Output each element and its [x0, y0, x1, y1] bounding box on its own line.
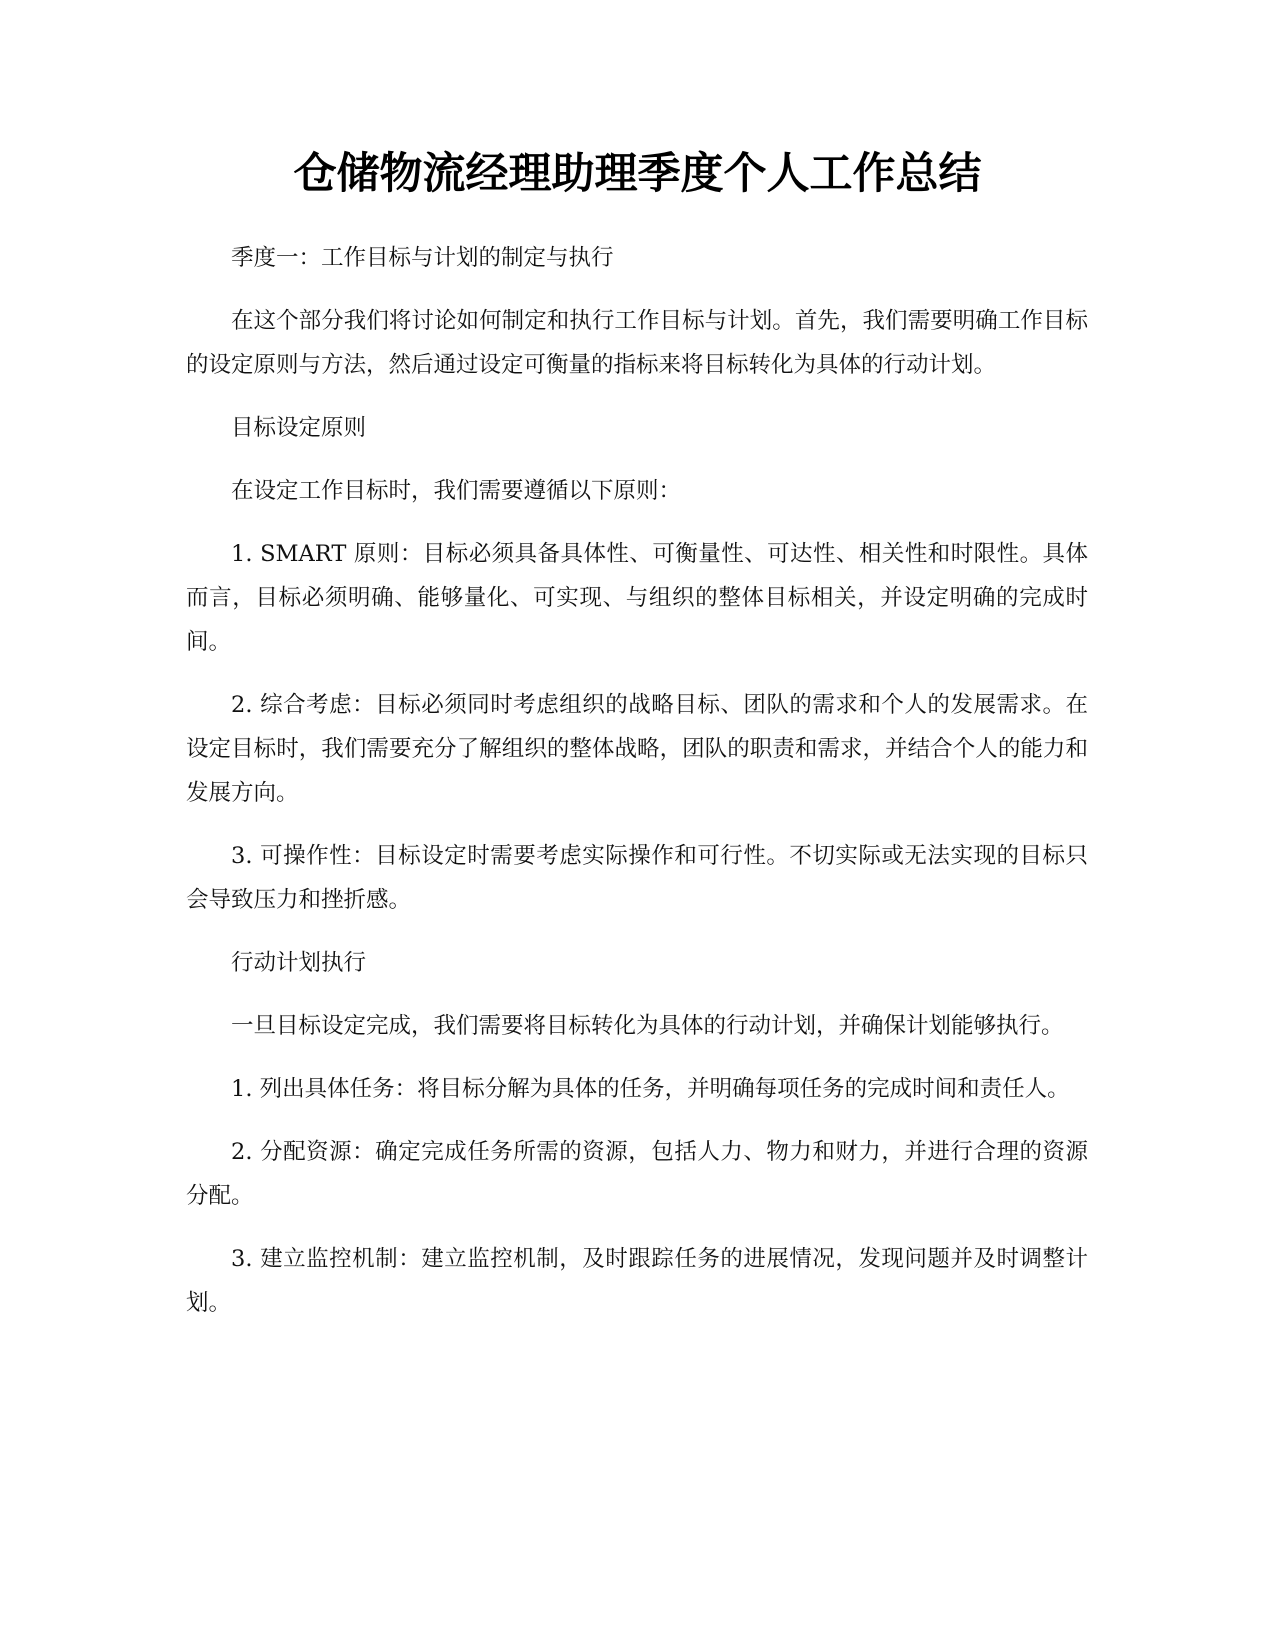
- list-item-smart: 1. SMART 原则：目标必须具备具体性、可衡量性、可达性、相关性和时限性。具体而言，目标必须明确、能够量化、可实现、与组织的整体目标相关，并设定明确的完成时间。: [186, 541, 1088, 655]
- list-item-operability: 3. 可操作性：目标设定时需要考虑实际操作和可行性。不切实际或无法实现的目标只会导致压力和挫折感。: [186, 843, 1088, 913]
- list-item-comprehensive: 2. 综合考虑：目标必须同时考虑组织的战略目标、团队的需求和个人的发展需求。在设定目标时，我们需要充分了解组织的整体战略，团队的职责和需求，并结合个人的能力和发展方向。: [186, 692, 1088, 806]
- document-body: [186, 236, 1088, 1344]
- document-title: 仓储物流经理助理季度个人工作总结: [293, 149, 982, 199]
- section-heading-quarter-one: 季度一：工作目标与计划的制定与执行: [231, 245, 614, 271]
- list-item-monitoring: 3. 建立监控机制：建立监控机制，及时跟踪任务的进展情况，发现问题并及时调整计划。: [186, 1246, 1088, 1316]
- paragraph-intro: 在这个部分我们将讨论如何制定和执行工作目标与计划。首先，我们需要明确工作目标的设定原则与方法，然后通过设定可衡量的指标来将目标转化为具体的行动计划。: [186, 308, 1088, 378]
- paragraph-action-lead: 一旦目标设定完成，我们需要将目标转化为具体的行动计划，并确保计划能够执行。: [231, 1013, 1064, 1039]
- section-heading-action-plan: 行动计划执行: [231, 950, 367, 976]
- paragraph-principles-lead: 在设定工作目标时，我们需要遵循以下原则：: [231, 478, 682, 504]
- section-heading-goal-principles: 目标设定原则: [231, 415, 367, 441]
- list-item-resources: 2. 分配资源：确定完成任务所需的资源，包括人力、物力和财力，并进行合理的资源分配。: [186, 1139, 1088, 1209]
- list-item-tasks: 1. 列出具体任务：将目标分解为具体的任务，并明确每项任务的完成时间和责任人。: [231, 1076, 1070, 1102]
